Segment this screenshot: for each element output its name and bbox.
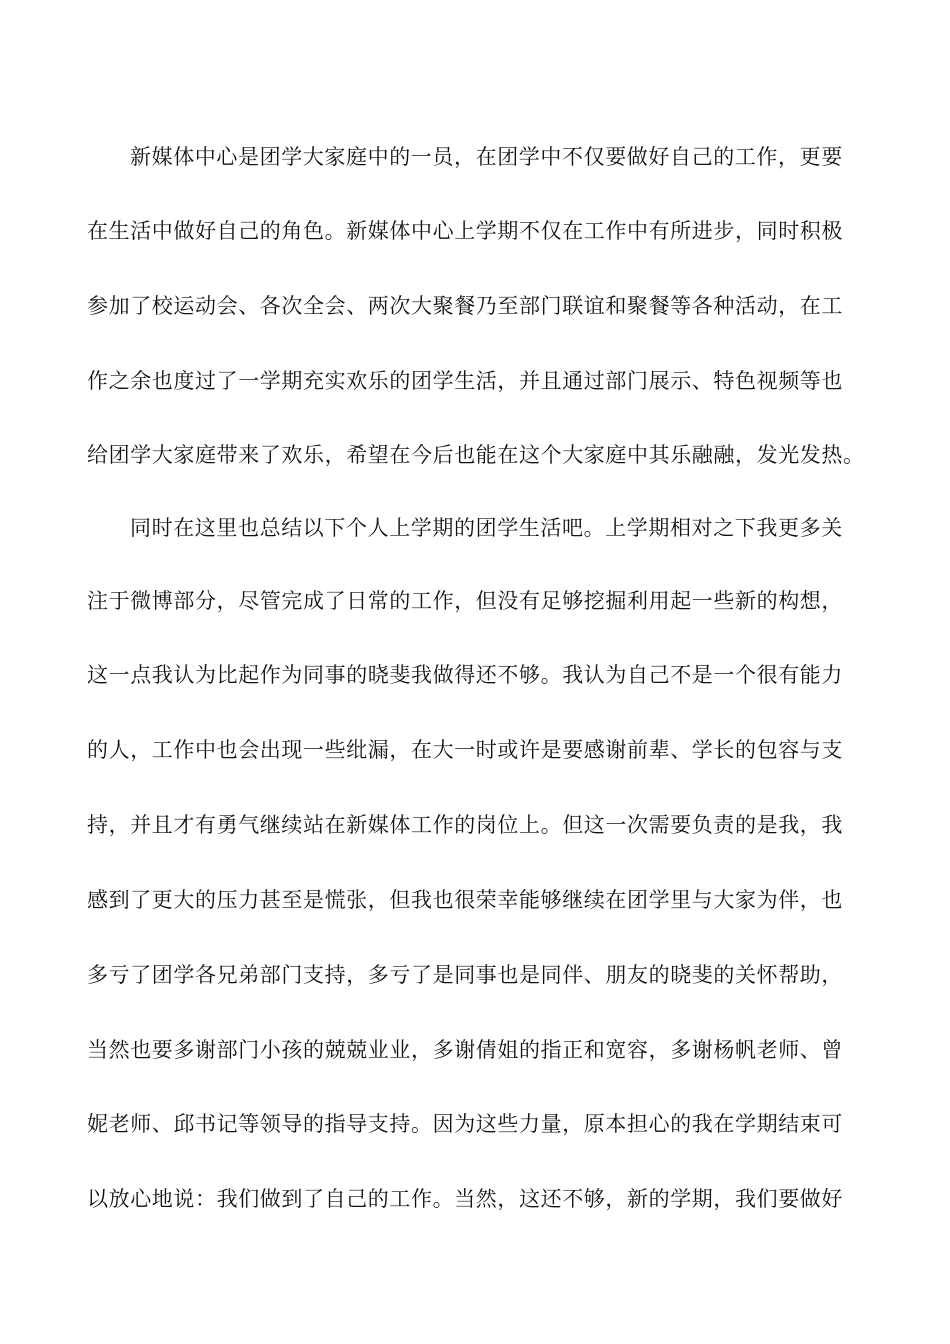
text-line: 多亏了团学各兄弟部门支持，多亏了是同事也是同伴、朋友的晓斐的关怀帮助， (87, 963, 843, 987)
text-line: 作之余也度过了一学期充实欢乐的团学生活，并且通过部门展示、特色视频等也 (87, 369, 843, 393)
text-line: 的人，工作中也会出现一些纰漏，在大一时或许是要感谢前辈、学长的包容与支 (87, 738, 843, 762)
text-line: 注于微博部分，尽管完成了日常的工作，但没有足够挖掘利用起一些新的构想， (87, 589, 843, 613)
text-line: 以放心地说：我们做到了自己的工作。当然，这还不够，新的学期，我们要做好 (87, 1187, 843, 1211)
text-line: 同时在这里也总结以下个人上学期的团学生活吧。上学期相对之下我更多关 (130, 516, 843, 540)
text-line: 新媒体中心是团学大家庭中的一员，在团学中不仅要做好自己的工作，更要 (130, 145, 843, 169)
text-line: 参加了校运动会、各次全会、两次大聚餐乃至部门联谊和聚餐等各种活动，在工 (87, 294, 843, 318)
text-line: 妮老师、邱书记等领导的指导支持。因为这些力量，原本担心的我在学期结束可 (87, 1112, 843, 1136)
text-line: 当然也要多谢部门小孩的兢兢业业，多谢倩姐的指正和宽容，多谢杨帆老师、曾 (87, 1038, 843, 1062)
text-line: 在生活中做好自己的角色。新媒体中心上学期不仅在工作中有所进步，同时积极 (87, 219, 843, 243)
text-line: 持，并且才有勇气继续站在新媒体工作的岗位上。但这一次需要负责的是我，我 (87, 813, 843, 837)
text-line: 感到了更大的压力甚至是慌张，但我也很荣幸能够继续在团学里与大家为伴，也 (87, 888, 843, 912)
text-line: 给团学大家庭带来了欢乐，希望在今后也能在这个大家庭中其乐融融，发光发热。 (87, 443, 865, 467)
text-line: 这一点我认为比起作为同事的晓斐我做得还不够。我认为自己不是一个很有能力 (87, 663, 843, 687)
